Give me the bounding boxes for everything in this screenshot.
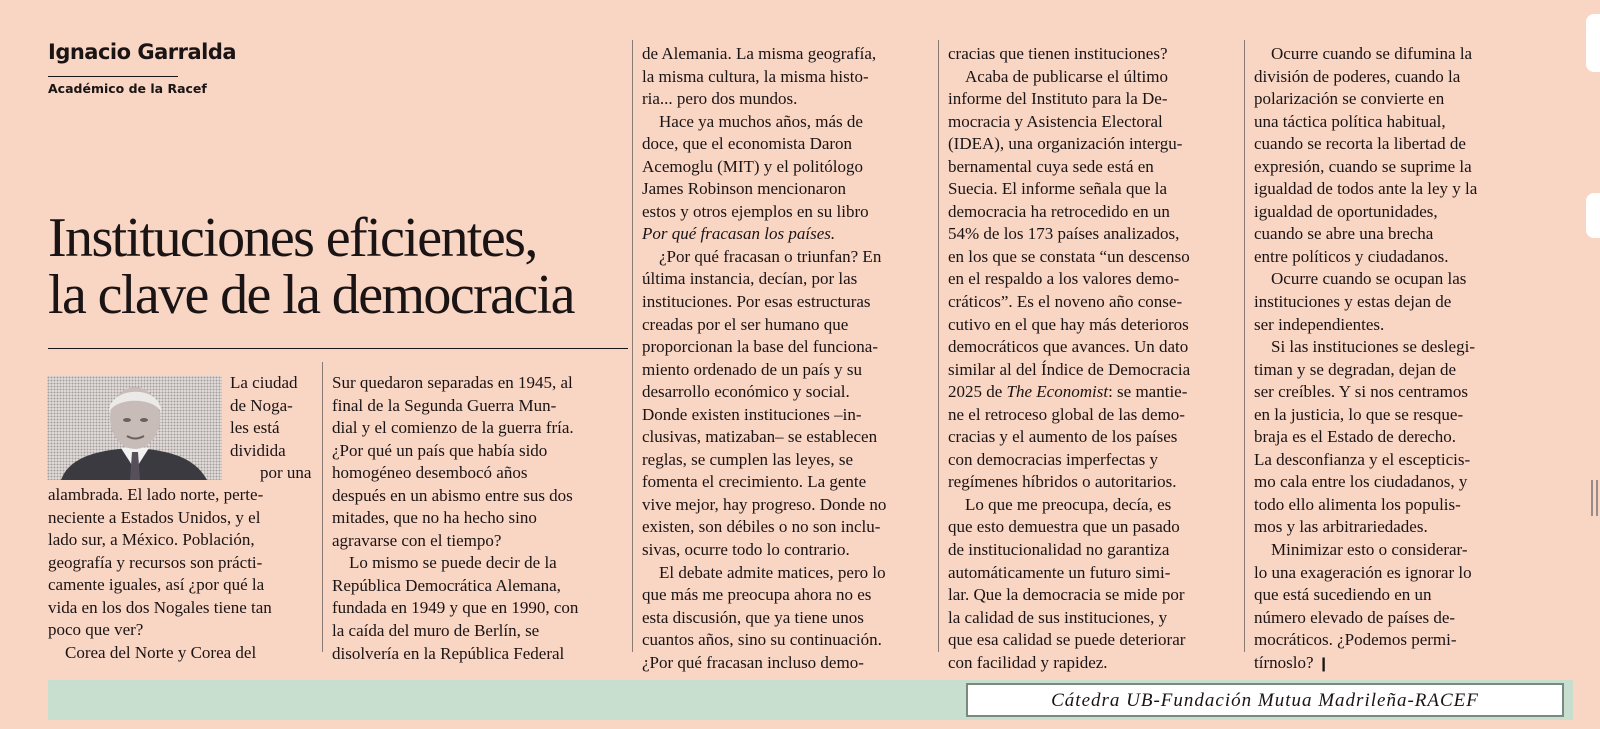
text-line: Donde existen instituciones –in- <box>642 404 862 424</box>
text-line: proporcionan la base del funciona- <box>642 337 879 357</box>
text-line: agravarse con el tiempo? <box>332 530 502 550</box>
text-line: igualdad de oportunidades, <box>1254 201 1438 221</box>
text-line: mos y las arbitrariedades. <box>1254 517 1428 537</box>
text-line: camente iguales, así ¿por qué la <box>48 575 265 595</box>
text-line: en los que se constata “un descenso <box>948 246 1190 266</box>
text-line: que esa calidad se puede deteriorar <box>948 630 1186 650</box>
text-line: instituciones. Por esas estructuras <box>642 292 871 312</box>
column-rule-1 <box>632 40 633 652</box>
text-line: geografía y recursos son prácti- <box>48 552 263 572</box>
text-line: Lo que me preocupa, decía, es <box>965 494 1172 514</box>
text-line: la misma cultura, la misma histo- <box>642 66 869 86</box>
text-line: ser creíbles. Y si nos centramos <box>1254 382 1469 402</box>
text-line: que más me preocupa ahora no es <box>642 585 872 605</box>
text-line: última instancia, decían, por las <box>642 269 858 289</box>
text-line: la calidad de sus instituciones, y <box>948 607 1168 627</box>
text-line: Ocurre cuando se ocupan las <box>1271 269 1467 289</box>
text-line: dividida <box>230 440 286 460</box>
text-line: Acemoglu (MIT) y el politólogo <box>642 156 863 176</box>
text-line: Sur quedaron separadas en 1945, al <box>332 373 573 392</box>
column-2 <box>332 372 628 665</box>
text-line: informe del Instituto para la De- <box>948 89 1168 109</box>
author-name: Ignacio Garralda <box>48 40 237 64</box>
text-line: bernamental cuya sede está en <box>948 156 1154 176</box>
text-line: Corea del Norte y Corea del <box>65 642 257 662</box>
text-line: desarrollo económico y social. <box>642 382 850 402</box>
text-line: ¿Por qué fracasan incluso demo- <box>642 652 864 672</box>
text-line: Acaba de publicarse el último <box>965 66 1168 86</box>
text-line: expresión, cuando se suprime la <box>1254 156 1472 176</box>
text-line: doce, que el economista Daron <box>642 134 853 154</box>
text-line: ¿Por qué un país que había sido <box>332 440 548 460</box>
text-fragment: : se mantie- <box>1108 382 1188 402</box>
author-photo <box>47 376 222 480</box>
text-line: La desconfianza y el escepticis- <box>1254 449 1471 469</box>
stamp-text: Cátedra UB-Fundación Mutua Madrileña-RACEF <box>1051 690 1479 711</box>
headline <box>48 207 633 326</box>
text-line: democráticos que avances. Un dato <box>948 337 1189 357</box>
end-mark: ❙ <box>1317 655 1330 672</box>
text-line: que está sucediendo en un <box>1254 585 1432 605</box>
text-line: lar. Que la democracia se mide por <box>948 585 1185 605</box>
text-line: la caída del muro de Berlín, se <box>332 621 540 641</box>
text-line: El debate admite matices, pero lo <box>659 562 886 582</box>
text-line: ria... pero dos mundos. <box>642 89 798 109</box>
text-line: mitades, que no ha hecho sino <box>332 508 537 528</box>
text-line-mixed <box>1254 652 1554 676</box>
text-line: 54% de los 173 países analizados, <box>948 224 1180 244</box>
text-fragment: tírnoslo? <box>1254 652 1318 672</box>
text-line: polarización se convierte en <box>1254 89 1445 109</box>
text-fragment: 2025 de <box>948 382 1007 402</box>
text-line: La ciudad <box>230 373 298 392</box>
text-line: James Robinson mencionaron <box>642 179 846 199</box>
headline-line-2: la clave de la democracia <box>48 264 574 326</box>
text-line: mocráticos. ¿Podemos permi- <box>1254 630 1457 650</box>
text-line: miento ordenado de un país y su <box>642 359 863 379</box>
text-line: cráticos”. Es el noveno año conse- <box>948 292 1183 312</box>
text-line: de Noga- <box>230 395 293 415</box>
text-line: en la justicia, lo que se resque- <box>1254 404 1464 424</box>
text-line: Minimizar esto o considerar- <box>1271 540 1468 560</box>
text-line: disolvería en la República Federal <box>332 643 565 663</box>
column-rule-2 <box>938 40 939 652</box>
text-line: número elevado de países de- <box>1254 607 1456 627</box>
text-line: les está <box>230 418 280 438</box>
text-line: entre políticos y ciudadanos. <box>1254 246 1449 266</box>
text-line: neciente a Estados Unidos, y el <box>48 507 261 527</box>
column-rule-3 <box>1244 40 1245 652</box>
text-line: creadas por el ser humano que <box>642 314 849 334</box>
text-line: fomenta el crecimiento. La gente <box>642 472 867 492</box>
headline-line-1: Instituciones eficientes, <box>48 207 537 269</box>
text-line: instituciones y estas dejan de <box>1254 292 1452 312</box>
author-rule <box>48 76 178 77</box>
text-line: reglas, se cumplen las leyes, se <box>642 449 854 469</box>
text-line: por una <box>260 463 312 483</box>
text-line: después en un abismo entre sus dos <box>332 485 573 505</box>
column-4 <box>948 43 1240 674</box>
text-line: timan y se degradan, dejan de <box>1254 359 1457 379</box>
headline-rule <box>48 348 628 349</box>
text-line: similar al del Índice de Democracia <box>948 359 1191 379</box>
text-line: República Democrática Alemana, <box>332 575 561 595</box>
text-line: existen, son débiles o no son inclu- <box>642 517 881 537</box>
text-line: lo una exageración es ignorar lo <box>1254 562 1472 582</box>
column-rule-body <box>322 362 323 652</box>
text-line: alambrada. El lado norte, perte- <box>48 485 264 504</box>
text-line: democracia ha retrocedido en un <box>948 201 1170 221</box>
column-1 <box>48 484 316 664</box>
text-line: final de la Segunda Guerra Mun- <box>332 395 557 415</box>
text-line: braja es el Estado de derecho. <box>1254 427 1457 447</box>
text-line-mixed <box>948 381 1240 404</box>
text-line: cuantos años, sino su continuación. <box>642 630 882 650</box>
text-line: que esto demuestra que un pasado <box>948 517 1180 537</box>
text-line: (IDEA), una organización intergu- <box>948 134 1183 154</box>
text-line: con democracias imperfectas y <box>948 449 1159 469</box>
text-line: cracias y el aumento de los países <box>948 427 1178 447</box>
author-role: Académico de la Racef <box>48 81 207 96</box>
text-line: división de poderes, cuando la <box>1254 66 1461 86</box>
edge-tab-top[interactable] <box>1586 14 1600 72</box>
column-5 <box>1254 43 1554 675</box>
text-line: vive mejor, hay progreso. Donde no <box>642 494 887 514</box>
text-line: de institucionalidad no garantiza <box>948 540 1170 560</box>
text-line: ser independientes. <box>1254 314 1385 334</box>
text-line: de Alemania. La misma geografía, <box>642 44 877 63</box>
text-line: ne el retroceso global de las demo- <box>948 404 1185 424</box>
text-line: poco que ver? <box>48 620 144 640</box>
text-line: vida en los dos Nogales tiene tan <box>48 597 272 617</box>
text-line: fundada en 1949 y que en 1990, con <box>332 598 579 618</box>
edge-scroll-handle[interactable] <box>1586 468 1600 528</box>
text-line: Lo mismo se puede decir de la <box>349 553 557 573</box>
text-line: una táctica política habitual, <box>1254 111 1446 131</box>
text-line: mocracia y Asistencia Electoral <box>948 111 1163 131</box>
text-line: ¿Por qué fracasan o triunfan? En <box>659 246 882 266</box>
text-line: Hace ya muchos años, más de <box>659 111 863 131</box>
column-3 <box>642 43 934 674</box>
text-line: Ocurre cuando se difumina la <box>1271 44 1473 63</box>
footer-stamp <box>966 683 1564 717</box>
text-line: dial y el comienzo de la guerra fría. <box>332 418 574 438</box>
text-line: estos y otros ejemplos en su libro <box>642 201 869 221</box>
text-line: automáticamente un futuro simi- <box>948 562 1171 582</box>
text-line: lado sur, a México. Población, <box>48 530 255 550</box>
text-line: clusivas, matizaban– se establecen <box>642 427 878 447</box>
text-line: en el respaldo a los valores demo- <box>948 269 1180 289</box>
text-line: cracias que tienen instituciones? <box>948 44 1168 63</box>
edge-tab-middle[interactable] <box>1586 193 1600 238</box>
text-line: cuando se recorta la libertad de <box>1254 134 1466 154</box>
text-line: homogéneo desembocó años <box>332 463 528 483</box>
text-line: Si las instituciones se deslegi- <box>1271 337 1475 357</box>
text-line: cuando se abre una brecha <box>1254 224 1434 244</box>
text-line: cutivo en el que hay más deterioros <box>948 314 1189 334</box>
column-1-wrap <box>230 372 311 485</box>
publication-title: The Economist <box>1006 382 1109 402</box>
text-line: Suecia. El informe señala que la <box>948 179 1168 199</box>
book-title: Por qué fracasan los países. <box>642 224 836 244</box>
text-line: con facilidad y rapidez. <box>948 652 1108 672</box>
text-line: mo cala entre los ciudadanos, y <box>1254 472 1468 492</box>
text-line: esta discusión, que ya tiene unos <box>642 607 864 627</box>
text-line: regímenes híbridos o autoritarios. <box>948 472 1177 492</box>
text-line: todo ello alimenta los populis- <box>1254 494 1461 514</box>
text-line: igualdad de todos ante la ley y la <box>1254 179 1478 199</box>
text-line: sivas, ocurre todo lo contrario. <box>642 540 850 560</box>
